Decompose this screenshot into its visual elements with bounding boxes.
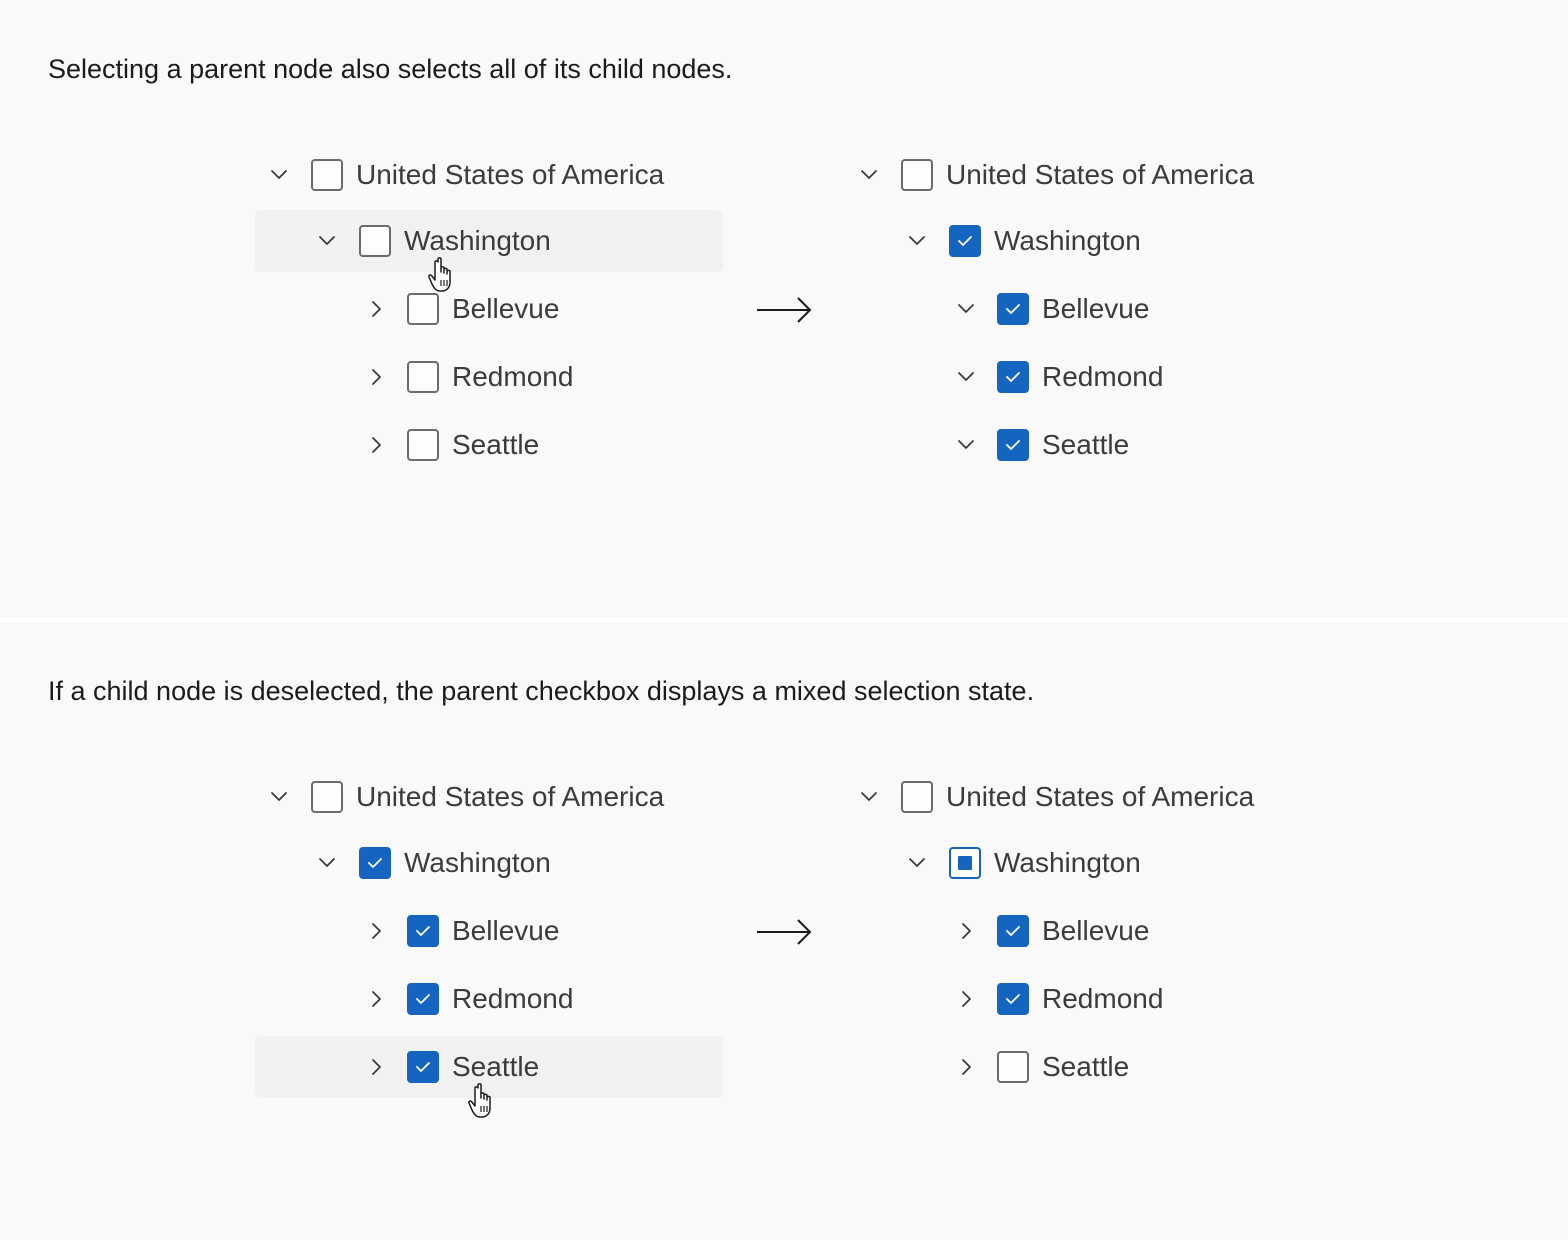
tree-item-label: Bellevue <box>452 915 560 946</box>
tree-item-label: Redmond <box>1042 983 1164 1014</box>
chevron-down-icon[interactable] <box>315 851 339 875</box>
tree-item-label: Seattle <box>452 1051 540 1082</box>
tree-item-label: Bellevue <box>452 293 560 324</box>
tree-view-before <box>255 141 735 481</box>
tree-view-after <box>845 141 1325 481</box>
tree-item[interactable] <box>845 832 1313 894</box>
tree-item-label: United States of America <box>356 781 665 812</box>
tree-item[interactable] <box>845 968 1313 1030</box>
tree-item-label: Washington <box>994 225 1141 256</box>
tree-item-label: Seattle <box>1042 429 1130 460</box>
tree-item-label: Bellevue <box>1042 293 1150 324</box>
checkmark-icon <box>367 856 383 870</box>
mixed-indicator-icon <box>958 856 972 870</box>
checkmark-icon <box>415 924 431 938</box>
example-panel-select-parent <box>0 0 1568 618</box>
chevron-down-icon[interactable] <box>954 297 978 321</box>
checkbox-checked[interactable] <box>407 915 439 947</box>
chevron-down-icon[interactable] <box>315 229 339 253</box>
chevron-down-icon[interactable] <box>267 785 291 809</box>
tree-item[interactable] <box>255 414 723 476</box>
tree-item-label: Washington <box>404 847 551 878</box>
checkbox-unchecked[interactable] <box>997 1051 1029 1083</box>
right-arrow-icon <box>754 292 814 328</box>
hand-pointer-icon <box>467 1082 499 1120</box>
checkbox-mixed[interactable] <box>949 847 981 879</box>
tree-item[interactable] <box>255 210 723 272</box>
tree-item[interactable] <box>845 144 1313 206</box>
tree-item[interactable] <box>255 832 723 894</box>
checkbox-checked[interactable] <box>407 983 439 1015</box>
tree-item[interactable] <box>845 278 1313 340</box>
checkbox-checked[interactable] <box>997 429 1029 461</box>
chevron-right-icon[interactable] <box>364 919 388 943</box>
right-arrow-icon <box>754 914 814 950</box>
tree-item-label: United States of America <box>946 781 1255 812</box>
checkbox-checked[interactable] <box>997 293 1029 325</box>
chevron-down-icon[interactable] <box>954 433 978 457</box>
tree-item-label: Washington <box>994 847 1141 878</box>
checkmark-icon <box>415 1060 431 1074</box>
chevron-right-icon[interactable] <box>954 1055 978 1079</box>
chevron-down-icon[interactable] <box>267 163 291 187</box>
chevron-right-icon[interactable] <box>364 297 388 321</box>
checkbox-unchecked[interactable] <box>901 159 933 191</box>
chevron-right-icon[interactable] <box>364 433 388 457</box>
checkbox-unchecked[interactable] <box>407 429 439 461</box>
checkmark-icon <box>1005 302 1021 316</box>
checkbox-checked[interactable] <box>407 1051 439 1083</box>
checkbox-checked[interactable] <box>997 361 1029 393</box>
tree-item-label: Redmond <box>452 983 574 1014</box>
tree-item[interactable] <box>255 900 723 962</box>
chevron-down-icon[interactable] <box>857 785 881 809</box>
chevron-down-icon[interactable] <box>905 229 929 253</box>
tree-item[interactable] <box>845 766 1313 828</box>
hand-pointer-icon <box>427 256 459 294</box>
tree-item-label: Seattle <box>1042 1051 1130 1082</box>
tree-item[interactable] <box>255 144 723 206</box>
checkmark-icon <box>957 234 973 248</box>
checkmark-icon <box>1005 924 1021 938</box>
checkbox-checked[interactable] <box>359 847 391 879</box>
checkmark-icon <box>415 992 431 1006</box>
tree-item[interactable] <box>845 414 1313 476</box>
chevron-right-icon[interactable] <box>364 365 388 389</box>
tree-view-before <box>255 763 735 1103</box>
checkmark-icon <box>1005 992 1021 1006</box>
example-panel-mixed-state <box>0 622 1568 1240</box>
chevron-right-icon[interactable] <box>364 987 388 1011</box>
tree-item[interactable] <box>255 968 723 1030</box>
tree-item-label: Seattle <box>452 429 540 460</box>
chevron-down-icon[interactable] <box>905 851 929 875</box>
checkbox-unchecked[interactable] <box>407 293 439 325</box>
chevron-down-icon[interactable] <box>857 163 881 187</box>
tree-view-after <box>845 763 1325 1103</box>
checkbox-unchecked[interactable] <box>901 781 933 813</box>
checkbox-unchecked[interactable] <box>359 225 391 257</box>
checkmark-icon <box>1005 370 1021 384</box>
tree-item[interactable] <box>255 766 723 828</box>
chevron-right-icon[interactable] <box>954 987 978 1011</box>
tree-item[interactable] <box>845 210 1313 272</box>
tree-item-label: Redmond <box>1042 361 1164 392</box>
caption: Selecting a parent node also selects all of its child nodes. <box>48 54 733 84</box>
checkbox-checked[interactable] <box>949 225 981 257</box>
tree-item[interactable] <box>845 346 1313 408</box>
tree-item-label: Redmond <box>452 361 574 392</box>
tree-item[interactable] <box>255 278 723 340</box>
checkbox-unchecked[interactable] <box>311 159 343 191</box>
tree-item-label: Bellevue <box>1042 915 1150 946</box>
checkmark-icon <box>1005 438 1021 452</box>
checkbox-checked[interactable] <box>997 915 1029 947</box>
caption: If a child node is deselected, the parent checkbox displays a mixed selection state. <box>48 676 1035 706</box>
checkbox-unchecked[interactable] <box>311 781 343 813</box>
chevron-right-icon[interactable] <box>954 919 978 943</box>
tree-item-label: Washington <box>404 225 551 256</box>
chevron-right-icon[interactable] <box>364 1055 388 1079</box>
checkbox-unchecked[interactable] <box>407 361 439 393</box>
tree-item[interactable] <box>845 900 1313 962</box>
checkbox-checked[interactable] <box>997 983 1029 1015</box>
tree-item[interactable] <box>255 346 723 408</box>
tree-item[interactable] <box>845 1036 1313 1098</box>
tree-item-label: United States of America <box>356 159 665 190</box>
tree-item-label: United States of America <box>946 159 1255 190</box>
chevron-down-icon[interactable] <box>954 365 978 389</box>
